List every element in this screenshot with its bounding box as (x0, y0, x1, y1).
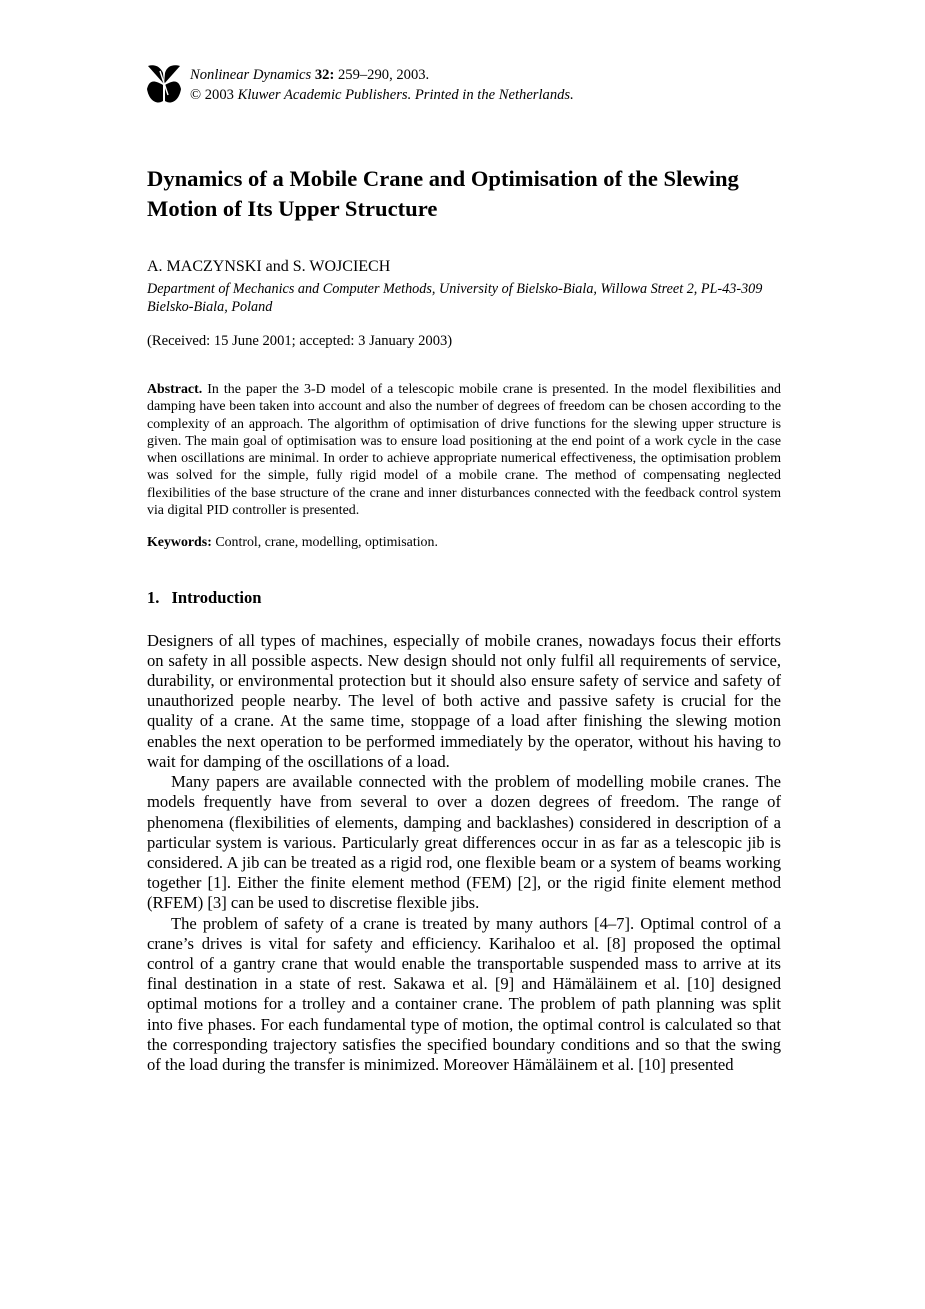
kluwer-publisher-logo-icon (147, 65, 181, 103)
introduction-body (147, 631, 781, 1075)
received-date: (Received: 15 June 2001; accepted: 3 January 2003) (147, 333, 453, 349)
abstract-label: Abstract. (147, 382, 203, 397)
journal-citation-block (190, 64, 574, 105)
section-label: Introduction (171, 587, 262, 607)
keywords (147, 534, 781, 551)
journal-pages-year: 259–290, 2003. (337, 67, 430, 83)
authors: A. MACZYNSKI and S. WOJCIECH (147, 258, 391, 275)
paper-title: Dynamics of a Mobile Crane and Optimisation of the Slewing Motion of Its Upper Structure (147, 166, 739, 221)
journal-header (147, 64, 781, 105)
keywords-label: Keywords: (147, 535, 212, 551)
copyright-text: Kluwer Academic Publishers. Printed in the Netherlands. (237, 86, 574, 103)
abstract (147, 381, 781, 519)
abstract-text: In the paper the 3-D model of a telescopic mobile crane is presented. In the model flexibilities and damping have been taken into account and also the number of degrees of freedom can be chosen according to the complexity of an approach. The algorithm of optimisation of drive functions for the slewing upper structure is given. The main goal of optimisation was to ensure load positioning at the end point of a work cycle in the case when oscillations are minimal. In order to achieve appropriate numerical effectiveness, the optimisation problem was solved for the simple, fully rigid model of a mobile crane. The method of compensating neglected flexibilities of the base structure of the crane and inner disturbances connected with the feedback control system via digital PID controller is presented. (147, 382, 781, 519)
copyright-prefix: © 2003 (190, 86, 234, 103)
paragraph: The problem of safety of a crane is treated by many authors [4–7]. Optimal control of a crane’s drives is vital for safety and efficiency. Karihaloo et al. [8] proposed the optimal control of a gantry crane that would enable the transportable suspended mass to arrive at its final destination in a state of rest. Sakawa et al. [9] and Hämäläinem et al. [10] designed optimal motions for a trolley and a container crane. The problem of path planning was split into five phases. For each fundamental type of motion, the optimal control is calculated so that the corresponding trajectory satisfies the specified boundary conditions and so that the swing of the load during the transfer is minimized. Moreover Hämäläinem et al. [10] presented (147, 913, 781, 1074)
keywords-text: Control, crane, modelling, optimisation. (215, 535, 438, 551)
copyright-line (190, 86, 574, 106)
paragraph: Many papers are available connected with the problem of modelling mobile cranes. The models frequently have from several to over a dozen degrees of freedom. The range of phenomena (flexibilities of elements, damping and backlashes) considered in description of a particular system is various. Particularly great differences occur in as far as a telescopic jib is considered. A jib can be treated as a rigid rod, one flexible beam or a system of beams working together [1]. Either the finite element method (FEM) [2], or the rigid finite element method (RFEM) [3] can be used to discretise flexible jibs. (147, 772, 781, 913)
journal-volume: 32: (314, 67, 335, 83)
affiliation: Department of Mechanics and Computer Methods, University of Bielsko-Biala, Willowa Street 2, PL-43-309 Bielsko-Biala, Poland (147, 281, 763, 315)
section-number: 1. (147, 587, 160, 607)
journal-name: Nonlinear Dynamics (190, 67, 312, 83)
section-heading-introduction (147, 588, 781, 608)
paragraph: Designers of all types of machines, especially of mobile cranes, nowadays focus their efforts on safety in all possible aspects. New design should not only fulfil all requirements of service, durability, or environmental protection but it should also ensure safety of service and safety of unauthorized people nearby. The level of both active and passive safety is crucial for the quality of a crane. At the same time, stoppage of a load after finishing the slewing motion enables the next operation to be performed immediately by the operator, without his having to wait for damping of the oscillations of a load. (147, 630, 781, 771)
journal-citation-line (190, 66, 574, 86)
